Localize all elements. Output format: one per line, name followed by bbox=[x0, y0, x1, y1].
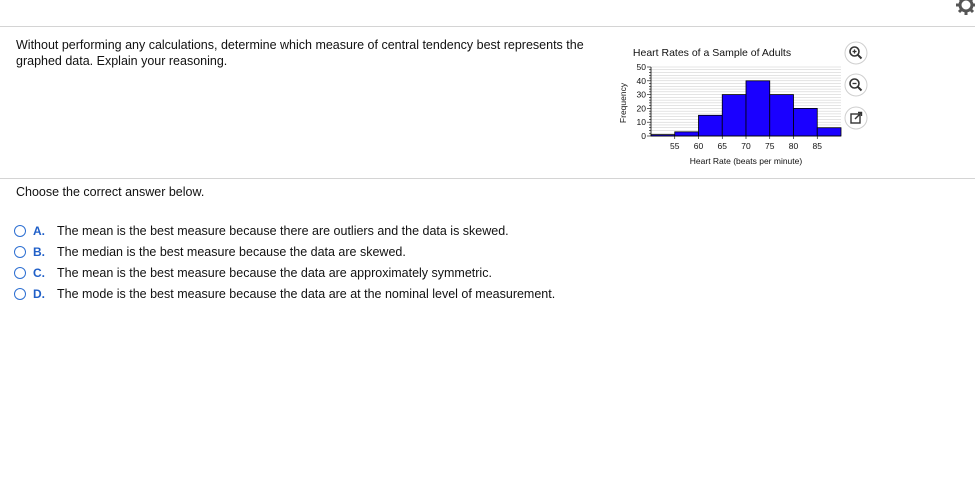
y-tick-label: 0 bbox=[641, 131, 646, 141]
option-b[interactable] bbox=[14, 241, 555, 262]
x-tick-label: 55 bbox=[670, 141, 680, 151]
option-text: The median is the best measure because the data are skewed. bbox=[57, 244, 406, 259]
x-tick-label: 75 bbox=[765, 141, 775, 151]
option-text: The mode is the best measure because the data are at the nominal level of measurement. bbox=[57, 286, 556, 301]
top-divider bbox=[0, 26, 975, 27]
option-letter: D. bbox=[33, 286, 45, 301]
radio-button[interactable] bbox=[14, 267, 26, 279]
histogram-bar bbox=[699, 115, 723, 136]
x-tick-label: 80 bbox=[788, 141, 799, 151]
radio-button[interactable] bbox=[14, 225, 26, 237]
option-c[interactable] bbox=[14, 262, 555, 283]
zoom-in-icon[interactable] bbox=[843, 40, 869, 66]
x-tick-label: 65 bbox=[717, 141, 727, 151]
y-tick-label: 10 bbox=[636, 117, 646, 128]
histogram-chart bbox=[615, 40, 847, 176]
y-tick-label: 40 bbox=[636, 75, 646, 86]
option-a[interactable] bbox=[14, 220, 555, 241]
gear-icon[interactable] bbox=[955, 0, 975, 16]
y-tick-label: 50 bbox=[636, 62, 646, 72]
histogram-bar bbox=[817, 128, 841, 136]
y-tick-label: 30 bbox=[636, 89, 646, 100]
question-line-1: Without performing any calculations, determine which measure of central tendency best represents the bbox=[16, 38, 584, 52]
option-text: The mean is the best measure because there are outliers and the data is skewed. bbox=[57, 223, 509, 238]
histogram-bar bbox=[794, 108, 818, 136]
chart-title: Heart Rates of a Sample of Adults bbox=[632, 47, 792, 59]
histogram-bar bbox=[770, 95, 794, 136]
option-text: The mean is the best measure because the data are approximately symmetric. bbox=[57, 265, 492, 280]
option-letter: C. bbox=[33, 265, 45, 280]
answer-options bbox=[14, 220, 555, 304]
y-tick-label: 20 bbox=[636, 103, 646, 114]
x-tick-label: 60 bbox=[693, 141, 704, 151]
radio-button[interactable] bbox=[14, 288, 26, 300]
instruction-text: Choose the correct answer below. bbox=[16, 185, 205, 199]
question-line-2: graphed data. Explain your reasoning. bbox=[16, 54, 228, 68]
radio-button[interactable] bbox=[14, 246, 26, 258]
histogram-bar bbox=[746, 81, 770, 136]
x-tick-label: 85 bbox=[812, 141, 822, 151]
option-d[interactable] bbox=[14, 283, 555, 304]
option-letter: A. bbox=[33, 223, 45, 238]
histogram-bar bbox=[675, 132, 699, 136]
open-external-icon[interactable] bbox=[843, 105, 869, 131]
chart-ylabel: Frequency bbox=[618, 82, 628, 124]
histogram-bar bbox=[722, 95, 746, 136]
question-text bbox=[16, 37, 616, 69]
section-divider bbox=[0, 178, 975, 179]
zoom-out-icon[interactable] bbox=[843, 72, 869, 98]
chart-xlabel: Heart Rate (beats per minute) bbox=[689, 156, 803, 166]
x-tick-label: 70 bbox=[741, 141, 751, 151]
option-letter: B. bbox=[33, 244, 45, 259]
